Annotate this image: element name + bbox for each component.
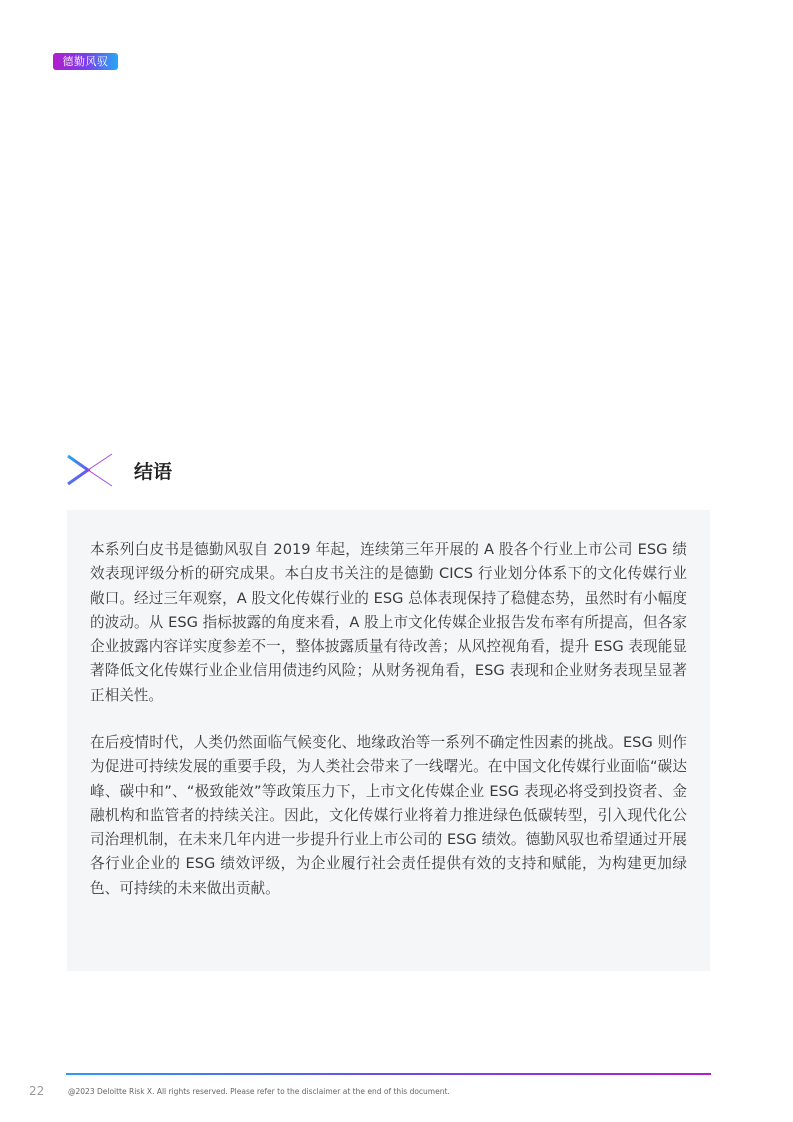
double-chevron-x-icon xyxy=(66,453,114,487)
copyright-text: @2023 Deloitte Risk X. All rights reserved. Please refer to the disclaimer at the end of this document. xyxy=(68,1087,450,1096)
footer-divider xyxy=(66,1073,711,1075)
paragraph-2: 在后疫情时代，人类仍然面临气候变化、地缘政治等一系列不确定性因素的挑战。ESG 则作为促进可持续发展的重要手段，为人类社会带来了一线曙光。在中国文化传媒行业面临“碳达峰、碳中和”、“极致能效”等政策压力下，上市文化传媒企业 ESG 表现必将受到投资者、金融机构和监管者的持续关注。因此，文化传媒行业将着力推进绿色低碳转型，引入现代化公司治理机制，在未来几年内进一步提升行业上市公司的 ESG 绩效。德勤风驭也希望通过开展各行业企业的 ESG 绩效评级，为企业履行社会责任提供有效的支持和赋能，为构建更加绿色、可持续的未来做出贡献。 xyxy=(90,734,687,897)
section-title: 结语 xyxy=(134,460,173,483)
page-number: 22 xyxy=(29,1084,45,1098)
section-tag: 德勤风驭 xyxy=(53,53,118,70)
paragraph-1: 本系列白皮书是德勤风驭自 2019 年起，连续第三年开展的 A 股各个行业上市公司 ESG 绩效表现评级分析的研究成果。本白皮书关注的是德勤 CICS 行业划分体系下的文化传媒行业敞口。经过三年观察，A 股文化传媒行业的 ESG 总体表现保持了稳健态势，虽然时有小幅度的波动。从 ESG 指标披露的角度来看，A 股上市文化传媒企业报告发布率有所提高，但各家企业披露内容详实度参差不一，整体披露质量有待改善；从风控视角看，提升 ESG 表现能显著降低文化传媒行业企业信用债违约风险；从财务视角看，ESG 表现和企业财务表现呈显著正相关性。 xyxy=(90,541,687,704)
section-heading xyxy=(66,452,172,488)
